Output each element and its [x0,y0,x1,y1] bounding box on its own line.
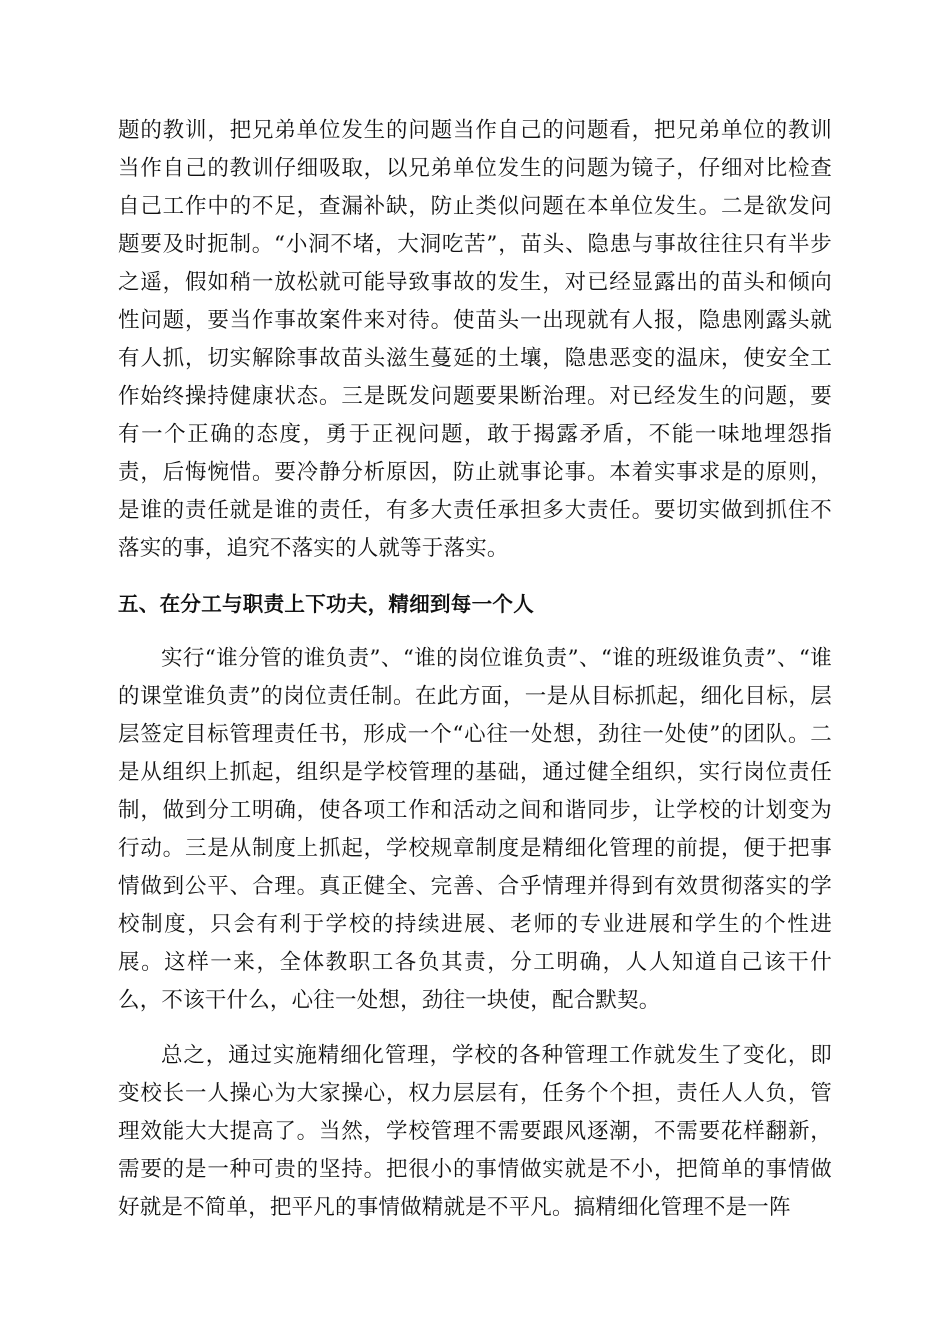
spacer [118,623,832,640]
section-heading-5: 五、在分工与职责上下功夫，精细到每一个人 [118,592,534,616]
paragraph-continued: 题的教训，把兄弟单位发生的问题当作自己的问题看，把兄弟单位的教训当作自己的教训仔细吸取，以兄弟单位发生的问题为镜子，仔细对比检查自己工作中的不足，查漏补缺，防止类似问题在本单位发生。二是欲发问题要及时扼制。“小洞不堵，大洞吃苦”，苗头、隐患与事故往往只有半步之遥，假如稍一放松就可能导致事故的发生，对已经显露出的苗头和倾向性问题，要当作事故案件来对待。使苗头一出现就有人报，隐患刚露头就有人抓，切实解除事故苗头滋生蔓延的土壤，隐患恶变的温床，使安全工作始终操持健康状态。三是既发问题要果断治理。对已经发生的问题，要有一个正确的态度，勇于正视问题，敢于揭露矛盾，不能一味地埋怨指责，后悔惋惜。要冷静分析原因，防止就事论事。本着实事求是的原则，是谁的责任就是谁的责任，有多大责任承担多大责任。要切实做到抓住不落实的事，追究不落实的人就等于落实。 [118,118,832,561]
paragraph-responsibility: 实行“谁分管的谁负责”、“谁的岗位谁负责”、“谁的班级谁负责”、“谁的课堂谁负责”的岗位责任制。在此方面，一是从目标抓起，细化目标，层层签定目标管理责任书，形成一个“心往一处想，劲往一处使”的团队。二是从组织上抓起，组织是学校管理的基础，通过健全组织，实行岗位责任制，做到分工明确，使各项工作和活动之间和谐同步，让学校的计划变为行动。三是从制度上抓起，学校规章制度是精细化管理的前提，便于把事情做到公平、合理。真正健全、完善、合乎情理并得到有效贯彻落实的学校制度，只会有利于学校的持续进展、老师的专业进展和学生的个性进展。这样一来，全体教职工各负其责，分工明确，人人知道自己该干什么，不该干什么，心往一处想，劲往一块使，配合默契。 [118,646,832,1013]
spacer [118,568,832,585]
spacer [118,1020,832,1037]
paragraph-summary: 总之，通过实施精细化管理，学校的各种管理工作就发生了变化，即变校长一人操心为大家操心，权力层层有，任务个个担，责任人人负，管理效能大大提高了。当然，学校管理不需要跟风逐潮，不需要花样翻新，需要的是一种可贵的坚持。把很小的事情做实就是不小，把简单的事情做好就是不简单，把平凡的事情做精就是不平凡。搞精细化管理不是一阵 [118,1043,832,1220]
document-body [118,112,832,1227]
